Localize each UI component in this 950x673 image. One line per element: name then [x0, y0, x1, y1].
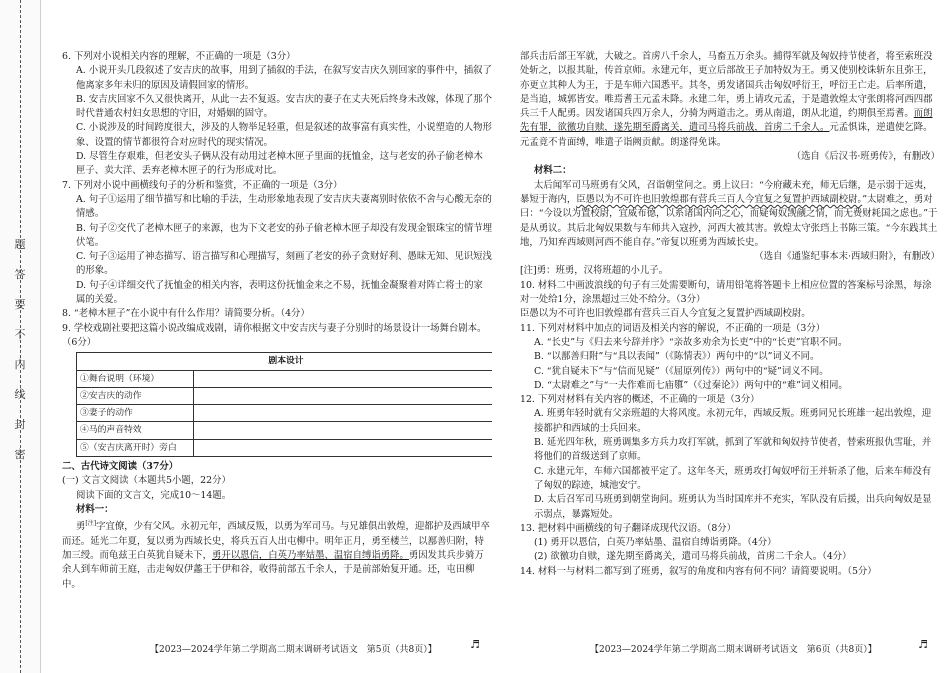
- question-12-option-b: B. 延光四年秋，班勇调集多方兵力攻打军就，抓到了军就和匈奴持节使者，替索班报仇雪耻，并将他们的首级送到了京师。: [534, 437, 932, 463]
- question-11-option-d: D. “太尉难之”与“一夫作难而七庙隳”（《过秦论》）两句中的“难”词义相同。: [534, 379, 848, 391]
- table-row: [77, 370, 493, 387]
- binding-char: 密: [14, 448, 26, 461]
- passage-text: 太后闻军司马班勇有父风，召诣朝堂问之。勇上议曰：“今府藏未充，师无后继，是示弱于远夷，暴短于海内，: [520, 179, 933, 205]
- answer-cell[interactable]: [194, 370, 493, 387]
- question-10-stem: 10. 材料二中画波浪线的句子有三处需要断句，请用铅笔将答题卡上相应位置的答案标号涂黑，每涂对一处给1分，涂黑超过三处不给分。（3分）: [520, 279, 932, 306]
- question-12-option-d: D. 太后召军司马班勇到朝堂询问。班勇认为当时国库并不充实，军队没有后援，出兵向匈奴是显示弱点，暴露短处。: [534, 494, 932, 520]
- page-footer-right: 【2023—2024学年第二学期高二期末调研考试语文 第6页（共8页）】: [590, 645, 877, 655]
- table-header: 剧本设计: [77, 353, 493, 370]
- question-12-option-a: A. 班勇年轻时就有父亲班超的大将风度。永初元年，西域反叛。班勇同兄长班雄一起出敦煌，迎接都护和西域的士兵回来。: [534, 408, 932, 434]
- question-7-option-d: D. 句子④详细交代了抚恤金的相关内容，表明这份抚恤金来之不易，抚恤金凝聚着对阵亡将士的家属的关爱。: [76, 279, 483, 306]
- left-column: [62, 50, 492, 640]
- reading-intro: 阅读下面的文言文，完成10～14题。: [76, 489, 232, 501]
- wavy-underlined-sentence: 臣愚以为不可许也旧敦煌郡有营兵三百人今宜复之复置护西域副校尉。: [576, 193, 863, 205]
- binding-char: 题: [14, 238, 26, 251]
- table-cell: ④马的声音特效: [77, 422, 194, 439]
- music-note-icon: ♬: [470, 638, 480, 651]
- table-row: [77, 439, 493, 456]
- question-13-sentence-2: (2) 欲徼功自赎，遂先期至爵离关，遣司马将兵前战，首虏二千余人。（4分）: [534, 551, 852, 563]
- question-8: 8. “老樟木匣子”在小说中有什么作用？请简要分析。（4分）: [62, 308, 310, 320]
- question-6-stem: 6. 下列对小说相关内容的理解，不正确的一项是（3分）: [62, 51, 296, 62]
- binding-char: 答: [14, 268, 26, 281]
- passage-text: 勇因发其兵步骑万余人到车师前王庭，击走匈奴伊蠡王于伊和谷，收得前部五千余人，于是前部始复开通。还，屯田柳中。: [62, 549, 484, 590]
- material-1-text: [62, 517, 492, 592]
- material-1-continued: [520, 50, 940, 150]
- underlined-sentence-2: 而朗先有罪，欲徼功自赎，遂先期至爵离关，遣司马将兵前战，首虏二千余人。: [520, 108, 933, 134]
- question-7-option-c: C. 句子③运用了神态描写、语言描写和心理描写，刻画了老安的孙子贪财好利、愚昧无知、见识短浅的形象。: [76, 251, 492, 277]
- passage-text: 勇: [76, 521, 86, 533]
- question-6-option-b: B. 安吉庆回家不久又很快离开，从此一去不复返。安吉庆的妻子在丈夫死后终身未改嫁，体现了那个时代普通农村妇女思想的守旧，对婚姻的固守。: [76, 93, 492, 120]
- material-2-label: 材料二：: [534, 165, 572, 177]
- binding-margin: [0, 0, 41, 673]
- section-2-heading: 二、古代诗文阅读（37分）: [62, 461, 179, 473]
- script-design-table: [76, 352, 492, 457]
- source-citation-1: （选自《后汉书·班勇传》，有删改）: [791, 151, 940, 163]
- binding-char: 不: [14, 328, 26, 341]
- question-9: 9. 学校戏剧社要把这篇小说改编成戏剧，请你根据文中安吉庆与妻子分别时的场景设计一场舞台剧本。（6分）: [62, 322, 487, 348]
- question-12-option-c: C. 永建元年，车师六国都被平定了。这年冬天，班勇攻打匈奴呼衍王并斩杀了他，后来车师没有了匈奴的踪迹，城池安宁。: [534, 465, 932, 491]
- table-cell: ⑤（安吉庆离开时）旁白: [77, 439, 194, 456]
- answer-cell[interactable]: [194, 387, 493, 404]
- table-row: [77, 405, 493, 422]
- source-citation-2: （选自《通鉴纪事本末·西域归附》，有删改）: [754, 251, 940, 263]
- question-11-stem: 11. 下列对材料中加点的词语及相关内容的解说，不正确的一项是（3分）: [520, 322, 826, 334]
- binding-char: 要: [14, 298, 26, 311]
- passage-text: ”太尉难之，勇对曰：“今设以为置校尉，宜威布德，以系诸国内向之心，而疑匈奴觊觎之情，而无费财耗国之虑也。”于是从勇议。其后北匈奴果数与车师共入寇抄，河西大被其害。敦煌太守张珰上书陈三策。“今东践其土地，乃知弃西域则河西不能自存。”帝复以班勇为西域长史。: [520, 193, 938, 248]
- table-row: [77, 387, 493, 404]
- binding-char: 封: [14, 418, 26, 431]
- binding-label: [6, 230, 34, 470]
- passage-text: 元孟惧诛，逆遣使乞降。元孟竟不肯面缚，唯遣子诣阙贡献。朗遂得免诛。: [520, 122, 933, 148]
- footnote-marker: [注]: [85, 520, 97, 528]
- right-column: [520, 50, 940, 640]
- subsection-heading: (一) 文言文阅读（本题共5小题，22分）: [62, 475, 231, 487]
- question-7-stem: 7. 下列对小说中画横线句子的分析和鉴赏，不正确的一项是（3分）: [62, 179, 343, 191]
- table-cell: ①舞台说明（环境）: [77, 370, 194, 387]
- table-row: [77, 422, 493, 439]
- question-7-option-a: A. 句子①运用了细节描写和比喻的手法，生动形象地表现了安吉庆夫妻离别时依依不舍与心酸无奈的情感。: [76, 193, 492, 220]
- binding-char: 线: [14, 388, 26, 401]
- question-11-option-c: C. “犹自疑未下”与“信而见疑”（《屈原列传》）两句中的“疑”词义不同。: [534, 365, 829, 377]
- question-11-option-a: A. “长史”与《归去来兮辞并序》“亲故多劝余为长吏”中的“长吏”官职不同。: [534, 336, 848, 348]
- material-2-text: [520, 179, 940, 250]
- page-footer-left: 【2023—2024学年第二学期高二期末调研考试语文 第5页（共8页）】: [150, 645, 437, 655]
- binding-char: 内: [14, 358, 26, 371]
- question-6-option-c: C. 小说涉及的时间跨度很大，涉及的人物举足轻重，但是叙述的故事富有真实性，小说塑造的人物形象、设置的情节都很符合对应时代的现实情况。: [76, 122, 492, 148]
- passage-text: 字宜僚，少有父风。永初元年，西域反叛，以勇为军司马。与兄雄俱出敦煌，迎都护及西域甲卒而还。延光二年夏，复以勇为西域长史，将兵五百人出屯柳中。明年正月，勇至楼兰，以鄯善归附，特加三绶。而龟兹王白英犹自疑未下，: [62, 521, 490, 561]
- material-1-label: 材料一：: [76, 503, 114, 515]
- question-6-option-d: D. 尽管生存艰难，但老安头子俩从没有动用过老樟木匣子里面的抚恤金，这与老安的孙子偷老樟木匣子、卖大洋、丢弃老樟木匣子的行为形成对比。: [76, 151, 483, 177]
- question-14: 14. 材料一与材料二都写到了班勇，叙写的角度和内容有何不同？请简要说明。（5分）: [520, 565, 877, 577]
- question-10-sentence: 臣愚以为不可许也旧敦煌郡有营兵三百人今宜复之复置护西域副校尉。: [520, 308, 811, 320]
- answer-cell[interactable]: [194, 439, 493, 456]
- answer-cell[interactable]: [194, 422, 493, 439]
- question-13-sentence-1: (1) 勇开以恩信，白英乃率姑墨、温宿自缚诣勇降。（4分）: [534, 537, 777, 549]
- question-6-option-a: A. 小说开头几段叙述了安吉庆的故事，用到了插叙的手法，在叙写安吉庆久别回家的事件中，插叙了他离家多年未归的原因及请假回家的情形。: [76, 65, 492, 91]
- passage-text: 部兵击后部王军就，大破之。首虏八千余人，马畜五万余头。捕得军就及匈奴持节使者，将至索班没处斩之，以报其耻，传首京师。永建元年，更立后部故王子加特奴为王。勇又使别校诛斩东且弥王，亦更立其种人为王，于是车师六国悉平。其冬，勇发诸国兵击匈奴呼衍王，呼衍王亡走。后率所遣，是当追，城郭皆安。唯焉耆王元孟未降。永建二年，勇上请攻元孟，于是遣敦煌太守张朗将河西四郡兵三千人配勇。因发诸国兵四万余人，分骑为两道击之。勇从南道，朗从北道，约期俱至焉耆。: [520, 51, 933, 120]
- question-7-option-b: B. 句子②交代了老樟木匣子的来源，也为下文老安的孙子偷老樟木匣子却没有发现金银珠宝的情节埋伏笔。: [76, 222, 492, 248]
- underlined-sentence-1: 勇开以恩信，白英乃率姑墨、温宿自缚诣勇降。: [212, 549, 409, 561]
- question-11-option-b: B. “以鄯善归附”与“具以表闻”（《陈情表》）两句中的“以”词义不同。: [534, 351, 820, 363]
- table-cell: ②安吉庆的动作: [77, 387, 194, 404]
- music-note-icon: ♬: [918, 638, 928, 651]
- question-13-stem: 13. 把材料中画横线的句子翻译成现代汉语。（8分）: [520, 522, 737, 534]
- table-cell: ③妻子的动作: [77, 405, 194, 422]
- answer-cell[interactable]: [194, 405, 493, 422]
- footnote: [注]勇：班勇，汉将班超的小儿子。: [520, 265, 668, 277]
- question-12-stem: 12. 下列对材料有关内容的概述，不正确的一项是（3分）: [520, 394, 760, 406]
